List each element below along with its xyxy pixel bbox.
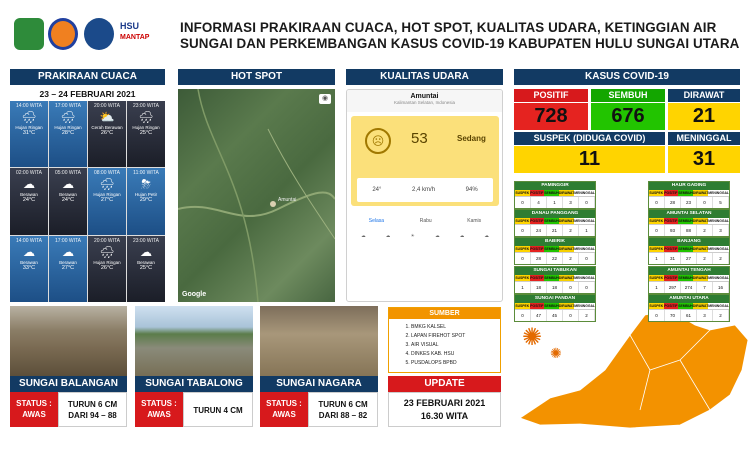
district-col-header: POSITIF xyxy=(530,276,544,280)
district-values xyxy=(515,224,595,236)
forecast-icon: ☁ xyxy=(435,233,440,238)
source-item: 4. DINKES KAB. HSU xyxy=(411,350,500,359)
source-item: 5. PUSDALOPS BPBD xyxy=(411,359,500,368)
weather-time: 14:00 WITA xyxy=(15,103,43,109)
district-value: 28 xyxy=(531,253,547,264)
district-value: 0 xyxy=(579,197,595,208)
tab-day-3[interactable]: Kamis xyxy=(467,218,482,224)
logo-hsu-regency xyxy=(14,18,44,50)
district-value: 21 xyxy=(547,225,563,236)
district-value: 0 xyxy=(515,197,531,208)
district-name: AMUNTAI SELATAN xyxy=(649,210,729,218)
district-col-header: SEMBUH xyxy=(544,219,559,223)
district-columns xyxy=(649,218,729,224)
weather-temp: 24°C xyxy=(61,197,75,204)
district-columns xyxy=(649,190,729,196)
weather-condition: Hujan Ringan xyxy=(132,125,160,130)
district-value: 0 xyxy=(649,310,665,321)
district-col-header: POSITIF xyxy=(530,219,544,223)
sembuh-value: 676 xyxy=(591,103,665,130)
weather-icon: ☁ xyxy=(62,177,74,192)
section-hotspot-header: HOT SPOT xyxy=(178,69,335,85)
weather-temp: 28°C xyxy=(61,130,75,136)
weather-condition: Berawan xyxy=(59,192,77,198)
district-col-header: MENINGGAL xyxy=(708,219,730,223)
weather-temp: 33°C xyxy=(22,264,36,271)
district-value: 1 xyxy=(515,282,531,293)
district-col-header: MENINGGAL xyxy=(708,247,730,251)
weather-icon: 🌧 xyxy=(99,177,115,192)
wind-value: 2,4 km/h xyxy=(412,187,436,193)
air-quality-panel xyxy=(346,89,503,302)
district-value: 31 xyxy=(665,253,681,264)
forecast-icon: ☁ xyxy=(459,233,465,238)
suspek-value: 11 xyxy=(514,146,665,173)
district-value: 2 xyxy=(579,310,595,321)
river-status-tabalong: STATUS : AWAS xyxy=(135,392,183,427)
district-col-header: POSITIF xyxy=(664,219,678,223)
district-col-header: SUSPEK xyxy=(515,191,530,195)
weather-cell xyxy=(88,101,126,167)
district-value: 27 xyxy=(681,253,697,264)
weather-time: 17:00 WITA xyxy=(54,103,82,109)
district-col-header: MENINGGAL xyxy=(574,276,596,280)
forecast-icon: ☁ xyxy=(484,233,489,238)
district-value: 297 xyxy=(665,282,681,293)
district-col-header: SUSPEK xyxy=(515,304,530,308)
page-title xyxy=(180,20,740,52)
weather-temp: 29°C xyxy=(139,197,153,204)
district-values xyxy=(649,196,729,208)
update-box xyxy=(388,392,501,427)
district-table xyxy=(514,181,596,209)
weather-grid xyxy=(10,101,165,302)
district-col-header: SUSPEK xyxy=(649,247,664,251)
river-level-text: TURUN 6 CM xyxy=(67,400,118,409)
district-value: 2 xyxy=(713,310,729,321)
district-table xyxy=(648,237,730,265)
weather-temp: 24°C xyxy=(22,197,36,204)
district-table xyxy=(514,237,596,265)
sources-box xyxy=(388,307,501,373)
district-col-header: POSITIF xyxy=(664,276,678,280)
weather-icon: ☁ xyxy=(23,244,35,259)
district-name: BANJANG xyxy=(649,238,729,246)
district-col-header: SUSPEK xyxy=(649,219,664,223)
weather-cell xyxy=(49,168,87,234)
update-label: UPDATE xyxy=(388,376,501,392)
suspek-label: SUSPEK (DIDUGA COVID) xyxy=(514,132,665,145)
district-table xyxy=(648,181,730,209)
district-value: 0 xyxy=(563,310,579,321)
forecast-strip xyxy=(351,233,499,239)
weather-icon: ☁ xyxy=(140,244,152,259)
photo-sungai-balangan xyxy=(10,306,127,376)
district-col-header: DIRAWAT xyxy=(558,276,575,280)
weather-time: 17:00 WITA xyxy=(54,237,82,244)
district-value: 1 xyxy=(579,225,595,236)
district-values xyxy=(515,309,595,321)
river-level-text: TURUN 6 CM xyxy=(318,400,368,409)
tab-day-2[interactable]: Rabu xyxy=(419,218,432,224)
district-value: 93 xyxy=(665,225,681,236)
weather-time: 20:00 WITA xyxy=(93,103,121,109)
district-value: 274 xyxy=(681,282,697,293)
district-columns xyxy=(515,246,595,252)
temp-value: 24° xyxy=(372,187,382,193)
district-value: 7 xyxy=(697,282,713,293)
tab-day-1[interactable]: Selasa xyxy=(368,218,385,224)
forecast-icon: ☁ xyxy=(361,233,366,238)
district-value: 0 xyxy=(649,225,665,236)
district-columns xyxy=(649,275,729,281)
weather-cell xyxy=(127,101,165,167)
district-value: 0 xyxy=(563,282,579,293)
district-col-header: DIRAWAT xyxy=(692,219,709,223)
district-name: PAMINGGIR xyxy=(515,182,595,190)
district-name: SUNGAI PANDAN xyxy=(515,295,595,303)
district-values xyxy=(649,281,729,293)
district-col-header: DIRAWAT xyxy=(692,276,709,280)
weather-cell xyxy=(49,101,87,167)
district-name: AMUNTAI TENGAH xyxy=(649,267,729,275)
weather-condition: Cerah Berawan xyxy=(91,125,123,130)
virus-icon: ✺ xyxy=(522,324,543,351)
weather-icon: ☁ xyxy=(62,244,74,259)
hotspot-map[interactable] xyxy=(178,89,335,302)
river-level-nagara xyxy=(308,392,378,427)
logo-subtext: MANTAP xyxy=(120,34,150,41)
district-name: DANAU PANGGANG xyxy=(515,210,595,218)
river-name-tabalong: SUNGAI TABALONG xyxy=(135,376,253,392)
weather-condition: Berawan xyxy=(20,192,38,198)
weather-cell xyxy=(88,168,126,234)
weather-cell xyxy=(127,168,165,234)
air-location-sub: Kalimantan Selatan, Indonesia xyxy=(393,100,456,105)
district-col-header: SEMBUH xyxy=(678,276,693,280)
weather-time: 05:00 WITA xyxy=(54,170,82,177)
district-value: 1 xyxy=(649,253,665,264)
sembuh-label: SEMBUH xyxy=(591,89,665,102)
update-date: 23 FEBRUARI 2021 xyxy=(403,398,486,408)
weather-temp: 27°C xyxy=(61,264,75,271)
district-col-header: DIRAWAT xyxy=(558,191,575,195)
weather-time: 20:00 WITA xyxy=(93,237,121,244)
district-value: 28 xyxy=(665,197,681,208)
logo-kominfo xyxy=(84,18,114,50)
section-weather-header: PRAKIRAAN CUACA xyxy=(10,69,165,85)
district-col-header: SEMBUH xyxy=(678,191,693,195)
aqi-status: Sedang xyxy=(457,134,486,143)
aqi-value: 53 xyxy=(411,130,428,147)
district-col-header: SEMBUH xyxy=(544,304,559,308)
river-status-nagara: STATUS : AWAS xyxy=(260,392,308,427)
district-name: BABIRIK xyxy=(515,238,595,246)
district-col-header: DIRAWAT xyxy=(558,219,575,223)
forecast-tabs xyxy=(351,218,499,224)
weather-condition: Hujan Ringan xyxy=(15,125,43,130)
district-col-header: SEMBUH xyxy=(678,219,693,223)
weather-condition: Berawan xyxy=(137,259,155,265)
weather-icon: ⛈ xyxy=(141,177,151,192)
weather-cell xyxy=(49,236,87,302)
district-columns xyxy=(649,246,729,252)
air-location-header xyxy=(347,90,502,112)
district-col-header: DIRAWAT xyxy=(692,247,709,251)
district-value: 0 xyxy=(515,310,531,321)
aqi-metrics xyxy=(357,178,493,202)
district-value: 70 xyxy=(665,310,681,321)
district-col-header: POSITIF xyxy=(664,304,678,308)
weather-condition: Hujan Ringan xyxy=(93,192,121,198)
district-col-header: SEMBUH xyxy=(544,191,559,195)
river-range-text: DARI 88 – 82 xyxy=(318,411,368,420)
district-col-header: SEMBUH xyxy=(544,276,559,280)
district-col-header: SUSPEK xyxy=(649,304,664,308)
district-col-header: POSITIF xyxy=(530,247,544,251)
district-col-header: SUSPEK xyxy=(649,276,664,280)
forecast-icon: ☁ xyxy=(385,233,391,238)
river-status-balangan: STATUS : AWAS xyxy=(10,392,58,427)
district-value: 5 xyxy=(713,197,729,208)
sources-title: SUMBER xyxy=(389,308,500,319)
river-range-text: DARI 94 – 88 xyxy=(68,411,117,420)
district-col-header: MENINGGAL xyxy=(708,276,730,280)
district-values xyxy=(515,281,595,293)
weather-cell xyxy=(10,236,48,302)
dirawat-value: 21 xyxy=(668,103,740,130)
district-table xyxy=(514,294,596,322)
district-value: 0 xyxy=(579,253,595,264)
district-value: 2 xyxy=(697,225,713,236)
section-covid-header: KASUS COVID-19 xyxy=(514,69,740,85)
map-layers-icon[interactable]: ◉ xyxy=(319,94,331,104)
district-values xyxy=(649,252,729,264)
weather-condition: Hujan Ringan xyxy=(93,259,121,265)
weather-cell xyxy=(10,168,48,234)
district-columns xyxy=(515,303,595,309)
district-value: 88 xyxy=(681,225,697,236)
district-table xyxy=(648,209,730,237)
river-level-tabalong xyxy=(183,392,253,427)
district-value: 3 xyxy=(563,197,579,208)
positif-label: POSITIF xyxy=(514,89,588,102)
district-value: 3 xyxy=(713,225,729,236)
weather-time: 14:00 WITA xyxy=(15,237,43,244)
section-air-header: KUALITAS UDARA xyxy=(346,69,503,85)
district-col-header: DIRAWAT xyxy=(692,191,709,195)
district-value: 22 xyxy=(547,253,563,264)
district-value: 18 xyxy=(531,282,547,293)
river-level-text: TURUN 4 CM xyxy=(193,406,243,415)
district-col-header: MENINGGAL xyxy=(574,191,596,195)
river-level-balangan xyxy=(58,392,127,427)
district-value: 0 xyxy=(515,253,531,264)
district-columns xyxy=(649,303,729,309)
district-value: 1 xyxy=(547,197,563,208)
district-value: 0 xyxy=(515,225,531,236)
district-value: 2 xyxy=(563,253,579,264)
district-col-header: MENINGGAL xyxy=(574,304,596,308)
weather-time: 08:00 WITA xyxy=(93,170,121,177)
district-col-header: MENINGGAL xyxy=(574,219,596,223)
weather-temp: 27°C xyxy=(100,197,114,204)
district-col-header: POSITIF xyxy=(664,247,678,251)
weather-temp: 25°C xyxy=(139,130,153,136)
district-value: 47 xyxy=(531,310,547,321)
map-attribution: Google xyxy=(182,291,207,298)
district-values xyxy=(515,252,595,264)
humidity-value: 94% xyxy=(465,187,478,193)
district-table xyxy=(514,209,596,237)
meninggal-label: MENINGGAL xyxy=(668,132,740,145)
weather-condition: Hujan Ringan xyxy=(54,125,82,130)
district-table xyxy=(514,266,596,294)
dirawat-label: DIRAWAT xyxy=(668,89,740,102)
district-value: 0 xyxy=(697,197,713,208)
district-value: 23 xyxy=(681,197,697,208)
logo-text: HSU xyxy=(120,21,140,31)
district-value: 4 xyxy=(531,197,547,208)
district-col-header: DIRAWAT xyxy=(692,304,709,308)
logo-hsu-mantap xyxy=(120,20,168,50)
weather-cell xyxy=(10,101,48,167)
source-item: 1. BMKG KALSEL xyxy=(411,323,500,332)
district-values xyxy=(649,224,729,236)
district-col-header: SEMBUH xyxy=(678,304,693,308)
weather-icon: 🌧 xyxy=(99,244,115,259)
weather-icon: 🌧 xyxy=(21,110,37,124)
forecast-icon: ☀ xyxy=(410,233,415,238)
district-value: 61 xyxy=(681,310,697,321)
aqi-card xyxy=(351,116,499,206)
district-col-header: SEMBUH xyxy=(544,247,559,251)
district-col-header: SUSPEK xyxy=(515,219,530,223)
photo-sungai-tabalong xyxy=(135,306,253,376)
source-item: 2. LAPAN FIREHOT SPOT xyxy=(411,332,500,341)
district-value: 0 xyxy=(649,197,665,208)
district-value: 24 xyxy=(531,225,547,236)
sources-list xyxy=(389,319,500,368)
weather-cell xyxy=(88,236,126,302)
district-name: HAUR GADING xyxy=(649,182,729,190)
district-table xyxy=(648,294,730,322)
weather-temp: 26°C xyxy=(100,264,114,271)
weather-date: 23 – 24 FEBRUARI 2021 xyxy=(10,89,165,100)
district-col-header: MENINGGAL xyxy=(574,247,596,251)
district-value: 2 xyxy=(697,253,713,264)
meninggal-value: 31 xyxy=(668,146,740,173)
positif-value: 728 xyxy=(514,103,588,130)
river-name-balangan: SUNGAI BALANGAN xyxy=(10,376,127,392)
district-columns xyxy=(515,218,595,224)
district-col-header: MENINGGAL xyxy=(708,191,730,195)
weather-condition: Berawan xyxy=(20,259,38,265)
district-col-header: DIRAWAT xyxy=(558,247,575,251)
weather-time: 11:00 WITA xyxy=(133,170,159,177)
weather-icon: 🌧 xyxy=(60,110,76,124)
district-values xyxy=(515,196,595,208)
district-value: 16 xyxy=(713,282,729,293)
district-name: SUNGAI TABUKAN xyxy=(515,267,595,275)
weather-cell xyxy=(127,236,165,302)
district-col-header: POSITIF xyxy=(530,304,544,308)
district-columns xyxy=(515,190,595,196)
district-value: 2 xyxy=(563,225,579,236)
district-columns xyxy=(515,275,595,281)
face-icon: ☹ xyxy=(365,128,391,154)
district-value: 45 xyxy=(547,310,563,321)
district-value: 18 xyxy=(547,282,563,293)
weather-icon: 🌧 xyxy=(138,110,154,124)
logo-bpbd xyxy=(48,18,78,50)
weather-temp: 26°C xyxy=(100,130,114,136)
weather-temp: 25°C xyxy=(139,264,153,271)
district-values xyxy=(649,309,729,321)
district-col-header: SUSPEK xyxy=(515,247,530,251)
photo-sungai-nagara xyxy=(260,306,378,376)
district-col-header: SUSPEK xyxy=(515,276,530,280)
weather-condition: Berawan xyxy=(59,259,77,265)
district-col-header: DIRAWAT xyxy=(558,304,575,308)
weather-condition: Hujan Petir xyxy=(134,192,158,198)
weather-icon: ⛅ xyxy=(99,110,115,124)
district-col-header: MENINGGAL xyxy=(708,304,730,308)
virus-icon-small: ✺ xyxy=(550,345,562,361)
district-name: AMUNTAI UTARA xyxy=(649,295,729,303)
weather-time: 23:00 WITA xyxy=(132,237,160,244)
air-location: Amuntai xyxy=(410,93,439,100)
district-value: 0 xyxy=(579,282,595,293)
weather-time: 23:00 WITA xyxy=(132,103,160,109)
district-value: 1 xyxy=(649,282,665,293)
district-col-header: SUSPEK xyxy=(649,191,664,195)
district-table xyxy=(648,266,730,294)
river-name-nagara: SUNGAI NAGARA xyxy=(260,376,378,392)
map-place-label: Amuntai xyxy=(278,197,297,203)
district-col-header: SEMBUH xyxy=(678,247,693,251)
district-value: 2 xyxy=(713,253,729,264)
district-col-header: POSITIF xyxy=(530,191,544,195)
update-time: 16.30 WITA xyxy=(420,411,469,421)
weather-time: 02:00 WITA xyxy=(15,170,43,177)
source-item: 3. AIR VISUAL xyxy=(411,341,500,350)
district-value: 3 xyxy=(697,310,713,321)
map-terrain xyxy=(178,89,335,302)
title-line-1: INFORMASI PRAKIRAAN CUACA, HOT SPOT, KUALITAS UDARA, KETINGGIAN AIR xyxy=(180,20,717,35)
district-col-header: POSITIF xyxy=(664,191,678,195)
title-line-2: SUNGAI DAN PERKEMBANGAN KASUS COVID-19 KABUPATEN HULU SUNGAI UTARA xyxy=(180,36,740,51)
weather-temp: 31°C xyxy=(22,130,36,136)
weather-icon: ☁ xyxy=(23,177,35,192)
